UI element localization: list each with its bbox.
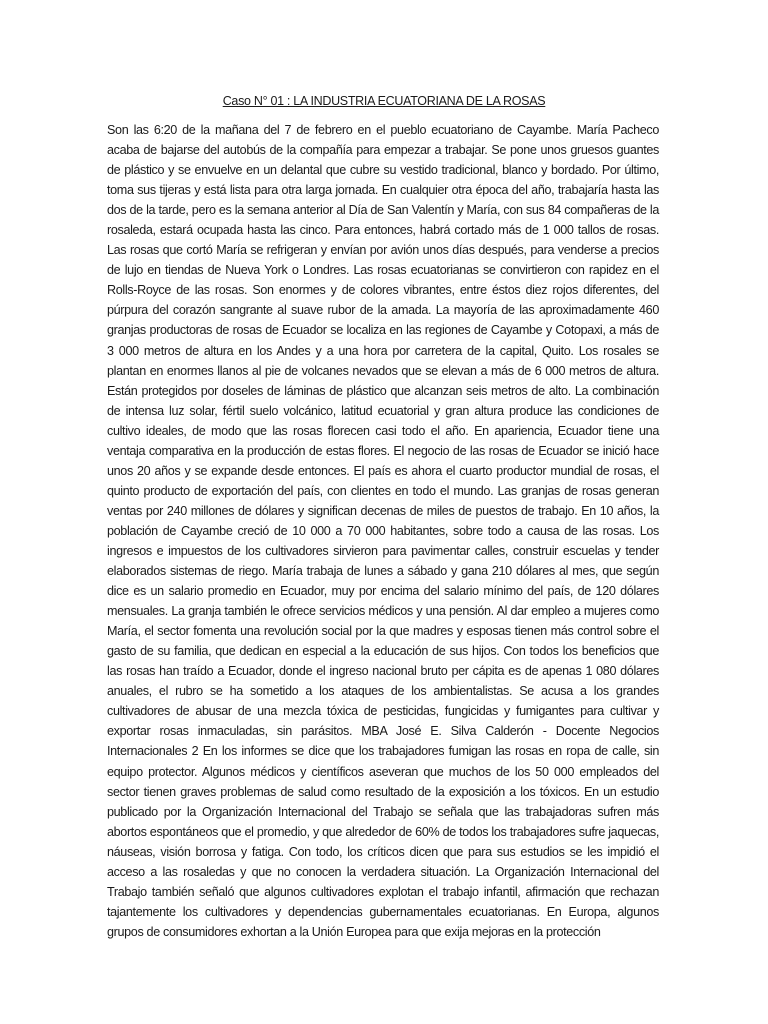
document-body-paragraph: Son las 6:20 de la mañana del 7 de febrero en el pueblo ecuatoriano de Cayambe. María Pacheco acaba de bajarse del autobús de la compañía para empezar a trabajar. Se pone unos gruesos guantes de plástico y se envuelve en un delantal que cubre su vestido tradicional, blanco y bordado. Por último, toma sus tijeras y está lista para otra larga jornada. En cualquier otra época del año, trabajaría hasta las dos de la tarde, pero es la semana anterior al Día de San Valentín y María, con sus 84 compañeras de la rosaleda, estará ocupada hasta las cinco. Para entonces, habrá cortado más de 1 000 tallos de rosas. Las rosas que cortó María se refrigeran y envían por avión unos días después, para venderse a precios de lujo en tiendas de Nueva York o Londres. Las rosas ecuatorianas se convirtieron con rapidez en el Rolls-Royce de las rosas. Son enormes y de colores vibrantes, entre éstos diez rojos diferentes, del púrpura del corazón sangrante al suave rubor de la amada. La mayoría de las aproximadamente 460 granjas productoras de rosas de Ecuador se localiza en las regiones de Cayambe y Cotopaxi, a más de 3 000 metros de altura en los Andes y a una hora por carretera de la capital, Quito. Los rosales se plantan en enormes llanos al pie de volcanes nevados que se elevan a más de 6 000 metros de altura. Están protegidos por doseles de láminas de plástico que alcanzan seis metros de alto. La combinación de intensa luz solar, fértil suelo volcánico, latitud ecuatorial y gran altura produce las condiciones de cultivo ideales, de modo que las rosas florecen casi todo el año. En apariencia, Ecuador tiene una ventaja comparativa en la producción de estas flores. El negocio de las rosas de Ecuador se inició hace unos 20 años y se expande desde entonces. El país es ahora el cuarto productor mundial de rosas, el quinto producto de exportación del país, con clientes en todo el mundo. Las granjas de rosas generan ventas por 240 millones de dólares y significan decenas de miles de puestos de trabajo. En 10 años, la población de Cayambe creció de 10 000 a 70 000 habitantes, sobre todo a causa de las rosas. Los ingresos e impuestos de los cultivadores sirvieron para pavimentar calles, construir escuelas y tender elaborados sistemas de riego. María trabaja de lunes a sábado y gana 210 dólares al mes, que según dice es un salario promedio en Ecuador, muy por encima del salario mínimo del país, de 120 dólares mensuales. La granja también le ofrece servicios médicos y una pensión. Al dar empleo a mujeres como María, el sector fomenta una revolución social por la que madres y esposas tienen más control sobre el gasto de su familia, que dedican en especial a la educación de sus hijos. Con todos los beneficios que las rosas han traído a Ecuador, donde el ingreso nacional bruto per cápita es de apenas 1 080 dólares anuales, el rubro se ha sometido a los ataques de los ambientalistas. Se acusa a los grandes cultivadores de abusar de una mezcla tóxica de pesticidas, fungicidas y fumigantes para cultivar y exportar rosas inmaculadas, sin parásitos. MBA José E. Silva Calderón - Docente Negocios Internacionales 2 En los informes se dice que los trabajadores fumigan las rosas en ropa de calle, sin equipo protector. Algunos médicos y científicos aseveran que muchos de los 50 000 empleados del sector tienen graves problemas de salud como resultado de la exposición a los tóxicos. En un estudio publicado por la Organización Internacional del Trabajo se señala que las trabajadoras sufren más abortos espontáneos que el promedio, y que alrededor de 60% de todos los trabajadores sufre jaquecas, náuseas, visión borrosa y fatiga. Con todo, los críticos dicen que para sus estudios se les impidió el acceso a las rosaledas y que no conocen la verdadera situación. La Organización Internacional del Trabajo también señaló que algunos cultivadores explotan el trabajo infantil, afirmación que rechazan tajantemente los cultivadores y dependencias gubernamentales ecuatorianas. En Europa, algunos grupos de consumidores exhortan a la Unión Europea para que exija mejoras en la protección — [107, 123, 659, 939]
document-title: Caso N° 01 : LA INDUSTRIA ECUATORIANA DE LA ROSAS — [222, 94, 546, 108]
